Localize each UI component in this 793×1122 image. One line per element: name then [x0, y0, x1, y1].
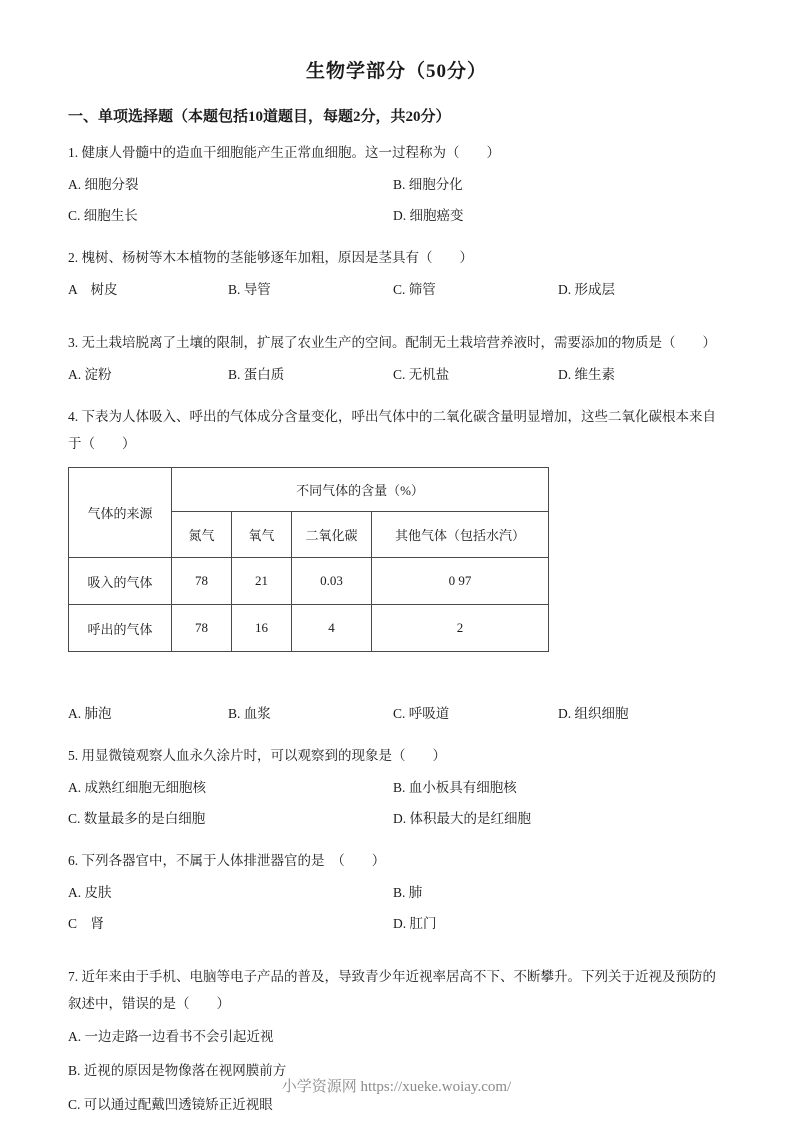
question-5 [68, 742, 725, 834]
question-4-option-a: A. 肺泡 [68, 706, 112, 721]
question-5-stem: 5. 用显微镜观察人血永久涂片时，可以观察到的现象是（ ） [68, 748, 446, 763]
question-7 [68, 963, 725, 1122]
question-7-option-c: C. 可以通过配戴凹透镜矫正近视眼 [68, 1097, 273, 1112]
question-6-option-d: D. 肛门 [393, 916, 437, 931]
question-7-option-a: A. 一边走路一边看书不会引起近视 [68, 1029, 274, 1044]
question-2-option-b: B. 导管 [228, 282, 271, 297]
table-row-exhaled [69, 605, 549, 652]
question-4-stem: 4. 下表为人体吸入、呼出的气体成分含量变化，呼出气体中的二氧化碳含量明显增加，这些二氧化碳根本来自于（ ） [68, 409, 716, 451]
table-subheader-nitrogen: 氮气 [172, 512, 232, 558]
question-2 [68, 244, 725, 305]
table-row-label: 呼出的气体 [69, 605, 172, 652]
section-header: 一、单项选择题（本题包括10道题目，每题2分，共20分） [68, 109, 451, 125]
question-3-stem: 3. 无土栽培脱离了土壤的限制，扩展了农业生产的空间。配制无土栽培营养液时，需要添加的物质是（ ） [68, 335, 716, 350]
table-cell: 2 [372, 605, 549, 652]
question-5-option-b: B. 血小板具有细胞核 [393, 780, 517, 795]
question-1-stem: 1. 健康人骨髓中的造血干细胞能产生正常血细胞。这一过程称为（ ） [68, 145, 500, 160]
question-1-option-d: D. 细胞癌变 [393, 208, 464, 223]
table-cell: 21 [232, 558, 292, 605]
page-title: 生物学部分（50分） [305, 61, 487, 82]
question-3-option-b: B. 蛋白质 [228, 367, 285, 382]
gas-content-table [68, 467, 549, 652]
question-3-option-c: C. 无机盐 [393, 367, 450, 382]
question-2-options [68, 274, 725, 305]
table-subheader-other: 其他气体（包括水汽） [372, 512, 549, 558]
question-6-option-c: C 肾 [68, 916, 105, 931]
table-cell: 16 [232, 605, 292, 652]
table-cell: 0.03 [292, 558, 372, 605]
table-subheader-oxygen: 氧气 [232, 512, 292, 558]
question-4-option-b: B. 血浆 [228, 706, 271, 721]
question-2-option-a: A 树皮 [68, 282, 118, 297]
question-3 [68, 329, 725, 390]
table-row-label: 吸入的气体 [69, 558, 172, 605]
question-6-stem: 6. 下列各器官中，不属于人体排泄器官的是 （ ） [68, 853, 386, 868]
question-4-options [68, 698, 725, 729]
question-4 [68, 403, 725, 729]
question-6-options [68, 877, 725, 939]
question-7-stem: 7. 近年来由于手机、电脑等电子产品的普及，导致青少年近视率居高不下、不断攀升。下列关于近视及预防的叙述中，错误的是（ ） [68, 969, 716, 1011]
question-3-option-d: D. 维生素 [558, 367, 615, 382]
question-4-option-d: D. 组织细胞 [558, 706, 629, 721]
question-1-option-c: C. 细胞生长 [68, 208, 138, 223]
table-subheader-co2: 二氧化碳 [292, 512, 372, 558]
question-1 [68, 139, 725, 231]
question-2-stem: 2. 槐树、杨树等木本植物的茎能够逐年加粗，原因是茎具有（ ） [68, 250, 473, 265]
question-5-option-c: C. 数量最多的是白细胞 [68, 811, 206, 826]
table-cell: 78 [172, 558, 232, 605]
question-6-option-a: A. 皮肤 [68, 885, 112, 900]
question-2-option-c: C. 筛管 [393, 282, 436, 297]
footer-watermark: 小学资源网 https://xueke.woiay.com/ [281, 1079, 512, 1095]
question-6 [68, 847, 725, 939]
table-row-inhaled [69, 558, 549, 605]
question-7-options [68, 1020, 725, 1122]
question-4-option-c: C. 呼吸道 [393, 706, 450, 721]
table-cell: 78 [172, 605, 232, 652]
question-5-options [68, 772, 725, 834]
question-2-option-d: D. 形成层 [558, 282, 615, 297]
table-cell: 0 97 [372, 558, 549, 605]
question-1-option-b: B. 细胞分化 [393, 177, 463, 192]
question-5-option-d: D. 体积最大的是红细胞 [393, 811, 531, 826]
question-1-option-a: A. 细胞分裂 [68, 177, 139, 192]
question-3-options [68, 359, 725, 390]
table-corner-cell: 气体的来源 [69, 468, 172, 558]
question-1-options [68, 169, 725, 231]
table-header-span: 不同气体的含量（%） [172, 468, 549, 512]
question-6-option-b: B. 肺 [393, 885, 423, 900]
table-cell: 4 [292, 605, 372, 652]
question-5-option-a: A. 成熟红细胞无细胞核 [68, 780, 206, 795]
question-7-option-b: B. 近视的原因是物像落在视网膜前方 [68, 1063, 287, 1078]
question-3-option-a: A. 淀粉 [68, 367, 112, 382]
